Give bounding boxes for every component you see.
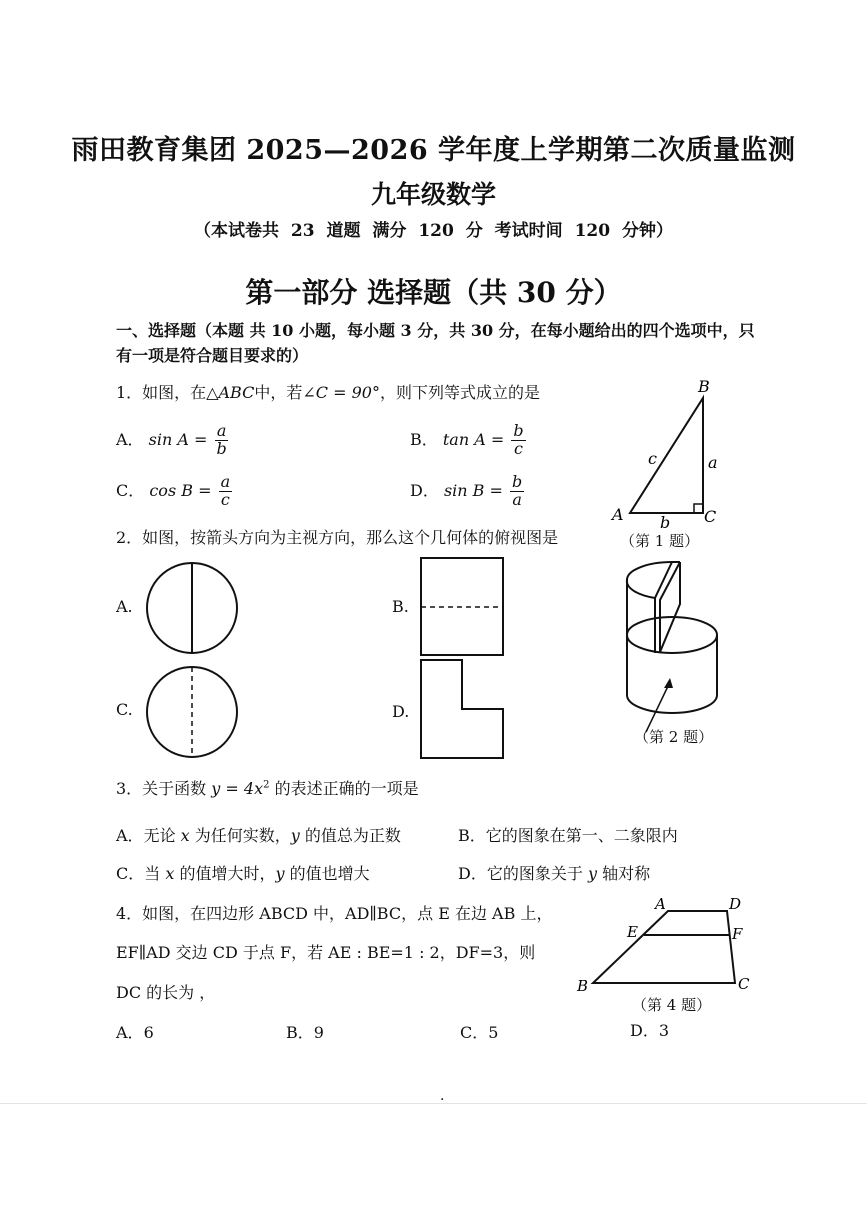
option-label: D．	[458, 864, 487, 883]
variable: y	[275, 864, 285, 883]
footer-mark: ·	[440, 1092, 445, 1108]
variable: x	[165, 864, 175, 883]
option-label: C．	[460, 1023, 489, 1042]
fraction	[511, 423, 525, 458]
q2-caption: （第 2 题）	[634, 728, 714, 746]
option-value: 5	[488, 1023, 499, 1042]
option-label: B．	[410, 429, 438, 449]
option-text: 无论	[143, 826, 181, 845]
option-func: cos B =	[149, 480, 212, 500]
option-label: D．	[410, 480, 439, 500]
option-label: C．	[116, 480, 145, 500]
option-label: B．	[458, 826, 486, 845]
q4-trapezoid-figure	[575, 893, 755, 993]
vertex-label-c: C	[704, 507, 717, 526]
option-value: 6	[143, 1023, 154, 1042]
vertex-label-a: A	[655, 895, 666, 913]
q2-option-b-figure	[420, 557, 506, 657]
numerator: a	[216, 421, 227, 440]
numerator: b	[513, 421, 524, 440]
q1-triangle-figure	[600, 377, 730, 532]
q1-angle: ∠C = 90°	[302, 383, 380, 402]
q3-exponent: 2	[263, 779, 270, 791]
q4-option-c	[460, 1023, 498, 1042]
option-label: A．	[116, 1023, 144, 1042]
q3-option-d	[458, 864, 650, 883]
part-title: 第一部分 选择题（共 30 分）	[245, 276, 622, 309]
q4-option-a	[116, 1023, 154, 1042]
option-label: B．	[286, 1023, 314, 1042]
numerator: b	[512, 472, 523, 491]
section-instructions-line1: 一、选择题（本题 共 10 小题，每小题 3 分，共 30 分，在每小题给出的四个选项中，只	[116, 321, 755, 340]
q1-stem-part: ，则下列等式成立的是	[379, 383, 540, 402]
q4-option-d	[630, 1021, 669, 1040]
option-label: D．	[630, 1021, 659, 1040]
q1-option-b	[410, 423, 526, 458]
denominator: c	[220, 489, 230, 509]
q1-stem	[116, 383, 540, 402]
q1-stem-part: 中，若	[254, 383, 303, 402]
q1-option-d	[410, 474, 524, 509]
side-label-b: b	[660, 513, 671, 532]
q3-option-a	[116, 826, 401, 845]
denominator: c	[514, 438, 523, 458]
option-func: tan A =	[442, 429, 505, 449]
vertex-label-b: B	[577, 977, 589, 995]
q3-option-b	[458, 826, 678, 845]
option-text: 轴对称	[596, 864, 651, 883]
q3-stem-part: 3．关于函数	[116, 779, 207, 798]
q1-option-c	[116, 474, 232, 509]
option-label: A．	[116, 429, 144, 449]
vertex-label-e: E	[627, 923, 638, 941]
q3-function: y = 4x	[211, 779, 264, 798]
q1-option-a	[116, 423, 229, 458]
q4-option-b	[286, 1023, 324, 1042]
q4-line1: 4．如图，在四边形 ABCD 中，AD∥BC，点 E 在边 AB 上，	[116, 904, 553, 923]
option-text: 的值总为正数	[299, 826, 401, 845]
q4-line3: DC 的长为 ，	[116, 983, 216, 1002]
side-label-a: a	[708, 453, 718, 472]
q2-option-c-label: C.	[116, 700, 133, 719]
vertex-label-d: D	[729, 895, 742, 913]
option-text: 它的图象关于	[486, 864, 588, 883]
option-func: sin B =	[443, 480, 503, 500]
fraction	[215, 423, 229, 458]
numerator: a	[220, 472, 231, 491]
q2-option-a-label: A.	[116, 597, 133, 616]
option-value: 9	[313, 1023, 324, 1042]
vertex-label-b: B	[698, 377, 710, 396]
fraction	[510, 474, 524, 509]
q2-solid-figure	[622, 560, 722, 730]
option-text: 为任何实数，	[189, 826, 291, 845]
variable: y	[290, 826, 300, 845]
q2-option-d-label: D.	[392, 702, 410, 721]
option-func: sin A =	[148, 429, 208, 449]
option-label: C．	[116, 864, 145, 883]
vertex-label-c: C	[738, 975, 750, 993]
denominator: a	[512, 489, 522, 509]
option-text: 当	[144, 864, 166, 883]
denominator: b	[216, 438, 227, 458]
variable: y	[587, 864, 597, 883]
q1-caption: （第 1 题）	[620, 532, 700, 550]
option-text: 的值增大时，	[174, 864, 276, 883]
vertex-label-f: F	[732, 925, 743, 943]
q2-option-c-figure	[146, 666, 240, 760]
exam-subject: 九年级数学	[370, 180, 496, 209]
q1-triangle: △ABC	[206, 383, 255, 402]
q4-line2: EF∥AD 交边 CD 于点 F，若 AE : BE=1 : 2，DF=3，则	[116, 943, 536, 962]
option-label: A．	[116, 826, 144, 845]
page-divider	[0, 1103, 867, 1104]
q2-option-d-figure	[420, 659, 506, 761]
q3-stem-part: 的表述正确的一项是	[274, 779, 419, 798]
exam-title: 雨田教育集团 2025—2026 学年度上学期第二次质量监测	[71, 135, 796, 166]
q2-stem: 2．如图，按箭头方向为主视方向，那么这个几何体的俯视图是	[116, 528, 559, 547]
q3-stem	[116, 779, 419, 798]
option-text: 的值也增大	[284, 864, 370, 883]
variable: x	[180, 826, 190, 845]
side-label-c: c	[648, 449, 657, 468]
option-value: 3	[658, 1021, 670, 1040]
section-instructions-line2: 有一项是符合题目要求的）	[116, 346, 309, 365]
q4-caption: （第 4 题）	[632, 996, 712, 1014]
option-text: 它的图象在第一、二象限内	[485, 826, 678, 845]
vertex-label-a: A	[612, 505, 624, 524]
q2-option-b-label: B.	[392, 597, 409, 616]
q3-option-c	[116, 864, 370, 883]
q2-option-a-figure	[146, 562, 240, 656]
q1-stem-part: 1．如图，在	[116, 383, 207, 402]
fraction	[219, 474, 233, 509]
exam-info: （本试卷共 23 道题 满分 120 分 考试时间 120 分钟）	[194, 221, 673, 241]
